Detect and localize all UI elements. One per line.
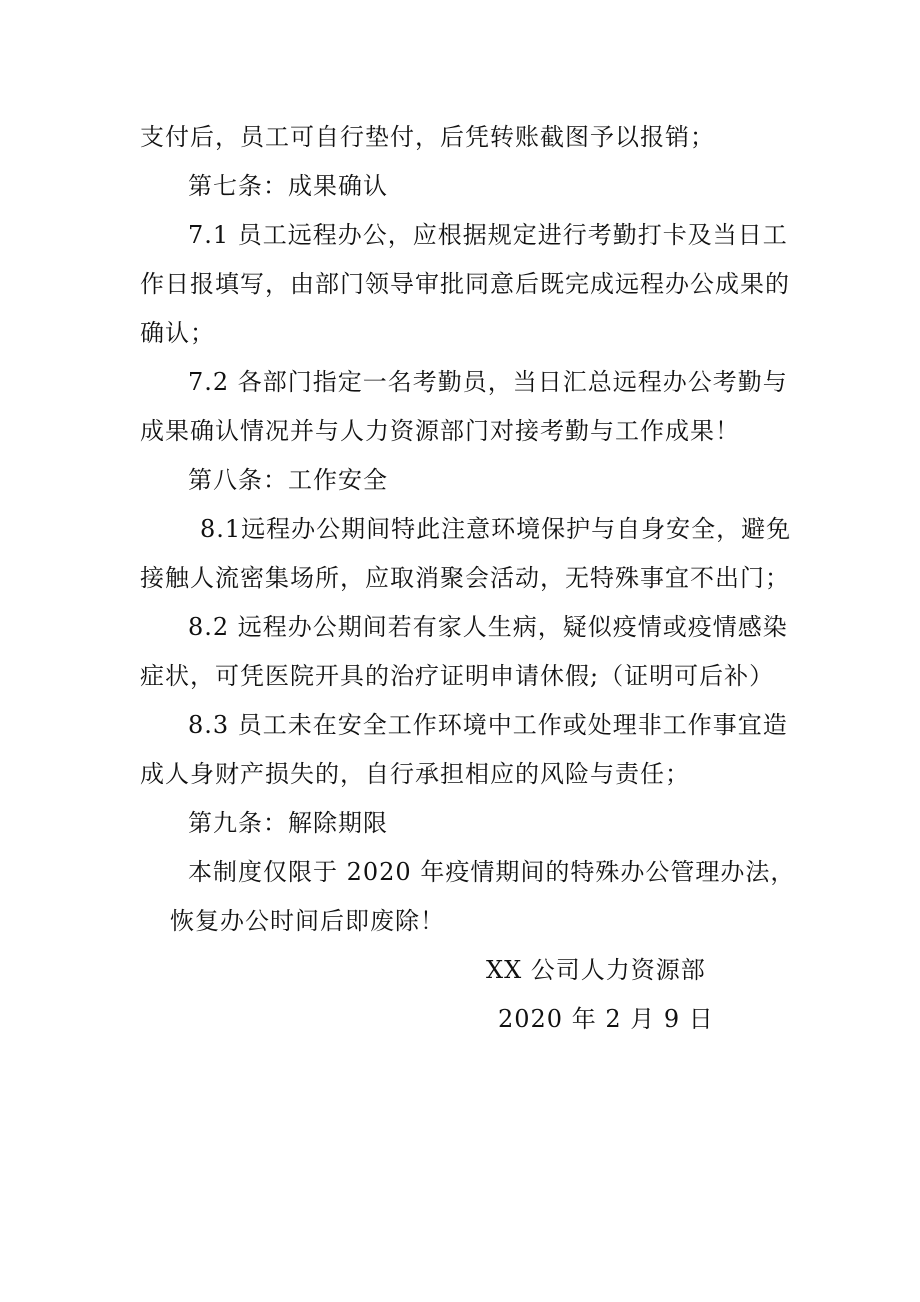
text-line-14: 成人身财产损失的，自行承担相应的风险与责任； bbox=[140, 760, 690, 788]
text-line-3: 7.1 员工远程办公，应根据规定进行考勤打卡及当日工 bbox=[188, 221, 788, 249]
text-line-5: 确认； bbox=[140, 319, 215, 347]
text-line-16: 本制度仅限于 2020 年疫情期间的特殊办公管理办法， bbox=[188, 858, 796, 886]
signature-date: 2020 年 2 月 9 日 bbox=[498, 1005, 714, 1033]
text-line-7: 成果确认情况并与人力资源部门对接考勤与工作成果！ bbox=[140, 417, 740, 445]
text-line-6: 7.2 各部门指定一名考勤员，当日汇总远程办公考勤与 bbox=[188, 368, 788, 396]
text-line-17: 恢复办公时间后即废除！ bbox=[170, 907, 445, 935]
text-line-10: 接触人流密集场所，应取消聚会活动，无特殊事宜不出门； bbox=[140, 564, 790, 592]
article-heading-9: 第九条：解除期限 bbox=[188, 809, 388, 837]
article-heading-7: 第七条：成果确认 bbox=[188, 172, 388, 200]
signature-department: XX 公司人力资源部 bbox=[486, 956, 706, 984]
text-line-11: 8.2 远程办公期间若有家人生病，疑似疫情或疫情感染 bbox=[188, 613, 788, 641]
text-line-13: 8.3 员工未在安全工作环境中工作或处理非工作事宜造 bbox=[188, 711, 788, 739]
text-line-9: 8.1远程办公期间特此注意环境保护与自身安全，避免 bbox=[200, 515, 792, 543]
article-heading-8: 第八条：工作安全 bbox=[188, 466, 388, 494]
text-line-1: 支付后，员工可自行垫付，后凭转账截图予以报销； bbox=[140, 123, 715, 151]
text-line-4: 作日报填写，由部门领导审批同意后既完成远程办公成果的 bbox=[140, 270, 790, 298]
text-line-12: 症状，可凭医院开具的治疗证明申请休假;（证明可后补） bbox=[140, 662, 775, 690]
